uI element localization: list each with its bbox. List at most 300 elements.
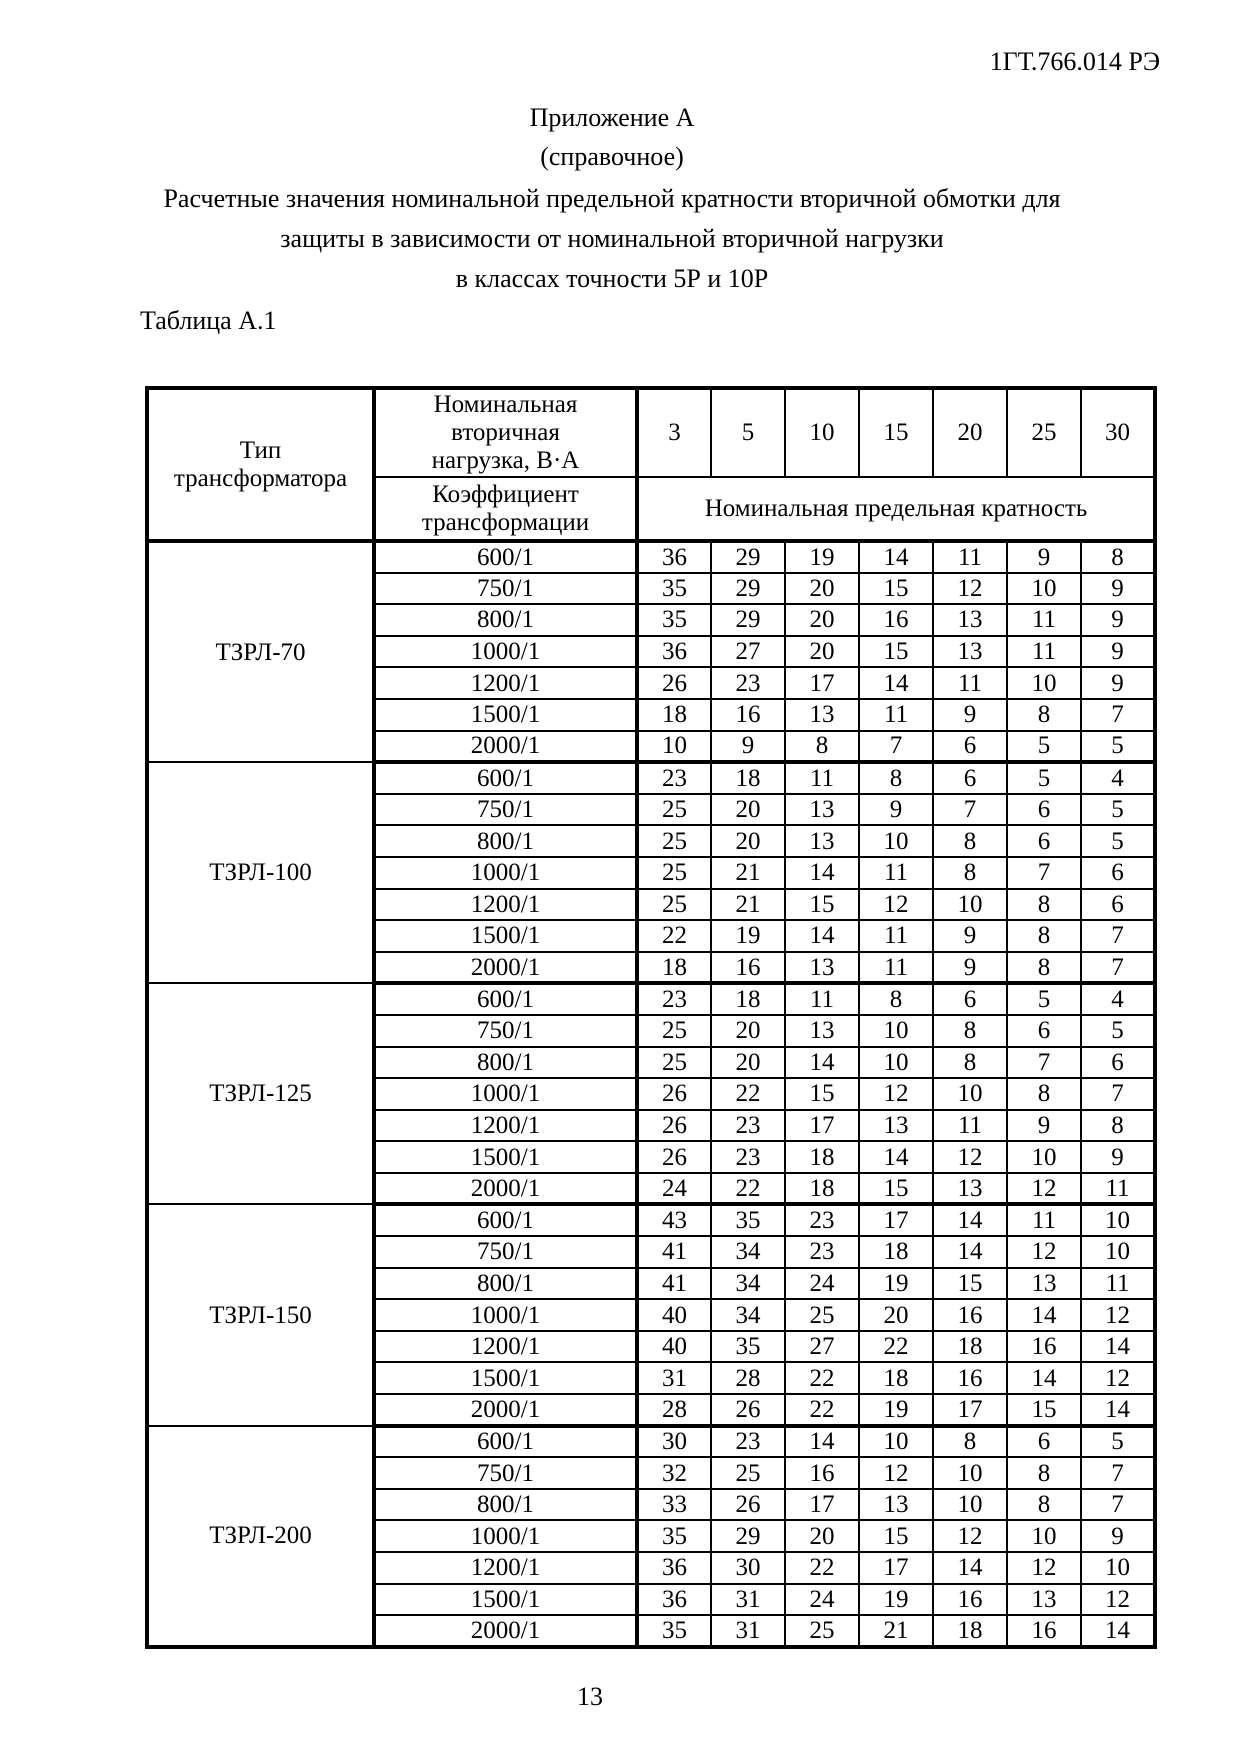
value-cell: 7 [1081, 920, 1155, 952]
data-table [145, 386, 1157, 1649]
value-cell: 7 [1081, 1457, 1155, 1489]
value-cell: 21 [711, 889, 785, 921]
value-cell: 17 [785, 1489, 859, 1521]
value-cell: 19 [859, 1268, 933, 1300]
ratio-cell: 1500/1 [374, 920, 637, 952]
value-cell: 9 [1007, 541, 1081, 573]
load-column-header [374, 388, 637, 477]
table-row [147, 762, 1155, 794]
value-cell: 30 [711, 1552, 785, 1584]
load-value-header: 3 [637, 388, 711, 477]
ratio-cell: 600/1 [374, 1426, 637, 1458]
value-cell: 14 [785, 1047, 859, 1079]
value-cell: 18 [785, 1173, 859, 1205]
value-cell: 11 [933, 1110, 1007, 1142]
value-cell: 12 [859, 1457, 933, 1489]
value-cell: 19 [859, 1584, 933, 1616]
value-cell: 41 [637, 1236, 711, 1268]
value-cell: 34 [711, 1236, 785, 1268]
ratio-cell: 750/1 [374, 1236, 637, 1268]
value-cell: 29 [711, 604, 785, 636]
value-cell: 12 [1007, 1173, 1081, 1205]
value-cell: 4 [1081, 983, 1155, 1015]
ratio-cell: 1200/1 [374, 1110, 637, 1142]
value-cell: 13 [933, 604, 1007, 636]
value-cell: 8 [1007, 889, 1081, 921]
type-column-header [147, 388, 374, 541]
ratio-cell: 1200/1 [374, 1552, 637, 1584]
value-cell: 10 [859, 1015, 933, 1047]
value-cell: 14 [933, 1552, 1007, 1584]
value-cell: 15 [859, 1520, 933, 1552]
value-cell: 12 [1081, 1299, 1155, 1331]
value-cell: 12 [859, 1078, 933, 1110]
value-cell: 9 [1081, 1520, 1155, 1552]
value-cell: 5 [1081, 1015, 1155, 1047]
value-cell: 18 [933, 1615, 1007, 1647]
load-value-header: 10 [785, 388, 859, 477]
ratio-cell: 800/1 [374, 1489, 637, 1521]
value-cell: 5 [1007, 762, 1081, 794]
value-cell: 12 [933, 1520, 1007, 1552]
value-cell: 10 [933, 889, 1007, 921]
value-cell: 12 [933, 573, 1007, 605]
page-number: 13 [577, 1682, 603, 1711]
transformer-type-cell: ТЗРЛ-150 [147, 1204, 374, 1425]
value-cell: 14 [933, 1204, 1007, 1236]
value-cell: 14 [785, 920, 859, 952]
value-cell: 8 [785, 731, 859, 763]
value-cell: 26 [637, 667, 711, 699]
value-cell: 25 [711, 1457, 785, 1489]
ratio-cell: 2000/1 [374, 1394, 637, 1426]
value-cell: 10 [1081, 1552, 1155, 1584]
value-cell: 10 [637, 731, 711, 763]
value-cell: 14 [1081, 1331, 1155, 1363]
ratio-cell: 1200/1 [374, 889, 637, 921]
value-cell: 6 [1081, 857, 1155, 889]
value-cell: 25 [785, 1615, 859, 1647]
ratio-column-header-label: Коэффициент трансформации [421, 480, 590, 536]
value-cell: 8 [859, 983, 933, 1015]
value-cell: 15 [859, 573, 933, 605]
value-cell: 9 [1081, 636, 1155, 668]
value-cell: 6 [1007, 825, 1081, 857]
value-cell: 17 [785, 667, 859, 699]
value-cell: 16 [933, 1299, 1007, 1331]
load-value-header: 20 [933, 388, 1007, 477]
value-cell: 35 [711, 1204, 785, 1236]
ratio-cell: 1000/1 [374, 1299, 637, 1331]
value-cell: 14 [785, 1426, 859, 1458]
value-cell: 7 [1007, 1047, 1081, 1079]
value-cell: 14 [933, 1236, 1007, 1268]
value-cell: 12 [933, 1141, 1007, 1173]
appendix-subtitle: (справочное) [540, 142, 684, 171]
value-cell: 15 [859, 1173, 933, 1205]
ratio-cell: 600/1 [374, 541, 637, 573]
table-row [147, 541, 1155, 573]
value-cell: 36 [637, 1584, 711, 1616]
value-cell: 26 [637, 1078, 711, 1110]
value-cell: 22 [637, 920, 711, 952]
ratio-cell: 1000/1 [374, 857, 637, 889]
value-cell: 20 [785, 604, 859, 636]
value-cell: 20 [859, 1299, 933, 1331]
ratio-cell: 2000/1 [374, 952, 637, 984]
ratio-cell: 750/1 [374, 794, 637, 826]
transformer-type-cell: ТЗРЛ-200 [147, 1426, 374, 1647]
load-value-header: 5 [711, 388, 785, 477]
value-cell: 5 [1007, 731, 1081, 763]
value-cell: 16 [859, 604, 933, 636]
value-cell: 29 [711, 573, 785, 605]
value-cell: 12 [1007, 1552, 1081, 1584]
value-cell: 17 [785, 1110, 859, 1142]
value-cell: 7 [933, 794, 1007, 826]
value-cell: 12 [1081, 1584, 1155, 1616]
value-cell: 14 [785, 857, 859, 889]
ratio-cell: 1500/1 [374, 699, 637, 731]
multiplicity-header: Номинальная предельная кратность [637, 477, 1155, 541]
value-cell: 19 [711, 920, 785, 952]
value-cell: 14 [859, 1141, 933, 1173]
header-row-1 [147, 388, 1155, 477]
value-cell: 6 [933, 762, 1007, 794]
value-cell: 19 [785, 541, 859, 573]
value-cell: 28 [637, 1394, 711, 1426]
value-cell: 24 [785, 1268, 859, 1300]
value-cell: 18 [637, 699, 711, 731]
value-cell: 13 [1007, 1584, 1081, 1616]
value-cell: 12 [1081, 1362, 1155, 1394]
value-cell: 7 [859, 731, 933, 763]
value-cell: 24 [637, 1173, 711, 1205]
value-cell: 5 [1081, 794, 1155, 826]
value-cell: 19 [859, 1394, 933, 1426]
ratio-cell: 750/1 [374, 1457, 637, 1489]
value-cell: 13 [933, 636, 1007, 668]
value-cell: 22 [785, 1552, 859, 1584]
value-cell: 26 [637, 1141, 711, 1173]
ratio-column-header [374, 477, 637, 541]
value-cell: 14 [1081, 1394, 1155, 1426]
value-cell: 10 [1007, 667, 1081, 699]
table-row [147, 983, 1155, 1015]
value-cell: 11 [1007, 604, 1081, 636]
ratio-cell: 750/1 [374, 573, 637, 605]
value-cell: 18 [859, 1236, 933, 1268]
title-line-3: в классах точности 5Р и 10Р [455, 264, 769, 293]
value-cell: 13 [785, 825, 859, 857]
value-cell: 5 [1081, 1426, 1155, 1458]
value-cell: 8 [1007, 1457, 1081, 1489]
value-cell: 5 [1007, 983, 1081, 1015]
ratio-cell: 800/1 [374, 604, 637, 636]
value-cell: 36 [637, 636, 711, 668]
value-cell: 16 [711, 952, 785, 984]
title-line-2: защиты в зависимости от номинальной вторичной нагрузки [280, 224, 944, 253]
value-cell: 18 [637, 952, 711, 984]
value-cell: 6 [1007, 1015, 1081, 1047]
value-cell: 35 [637, 1520, 711, 1552]
value-cell: 10 [1081, 1204, 1155, 1236]
value-cell: 15 [933, 1268, 1007, 1300]
value-cell: 10 [933, 1078, 1007, 1110]
value-cell: 20 [711, 1015, 785, 1047]
value-cell: 22 [711, 1173, 785, 1205]
value-cell: 35 [711, 1331, 785, 1363]
value-cell: 22 [711, 1078, 785, 1110]
value-cell: 10 [859, 1426, 933, 1458]
value-cell: 36 [637, 541, 711, 573]
value-cell: 20 [785, 636, 859, 668]
value-cell: 23 [785, 1236, 859, 1268]
value-cell: 31 [711, 1584, 785, 1616]
ratio-cell: 2000/1 [374, 1615, 637, 1647]
value-cell: 25 [637, 825, 711, 857]
value-cell: 35 [637, 573, 711, 605]
value-cell: 16 [711, 699, 785, 731]
load-column-header-label: Номинальная вторичная нагрузка, В·А [431, 391, 580, 474]
value-cell: 6 [1007, 794, 1081, 826]
value-cell: 25 [637, 889, 711, 921]
value-cell: 35 [637, 604, 711, 636]
value-cell: 7 [1081, 1489, 1155, 1521]
value-cell: 8 [933, 1047, 1007, 1079]
value-cell: 18 [711, 762, 785, 794]
value-cell: 34 [711, 1299, 785, 1331]
value-cell: 9 [1081, 1141, 1155, 1173]
table-row [147, 1204, 1155, 1236]
value-cell: 40 [637, 1299, 711, 1331]
value-cell: 14 [859, 667, 933, 699]
load-value-header: 25 [1007, 388, 1081, 477]
value-cell: 10 [933, 1457, 1007, 1489]
value-cell: 25 [637, 1047, 711, 1079]
value-cell: 25 [637, 857, 711, 889]
value-cell: 13 [785, 1015, 859, 1047]
value-cell: 20 [711, 794, 785, 826]
value-cell: 9 [1007, 1110, 1081, 1142]
value-cell: 43 [637, 1204, 711, 1236]
value-cell: 16 [785, 1457, 859, 1489]
value-cell: 18 [711, 983, 785, 1015]
table-body [147, 541, 1155, 1647]
value-cell: 23 [711, 1141, 785, 1173]
value-cell: 10 [859, 1047, 933, 1079]
value-cell: 11 [933, 667, 1007, 699]
ratio-cell: 750/1 [374, 1015, 637, 1047]
value-cell: 25 [637, 794, 711, 826]
value-cell: 27 [785, 1331, 859, 1363]
value-cell: 8 [933, 825, 1007, 857]
value-cell: 16 [1007, 1615, 1081, 1647]
title-line-1: Расчетные значения номинальной предельной кратности вторичной обмотки для [163, 184, 1061, 213]
value-cell: 8 [1007, 952, 1081, 984]
value-cell: 23 [711, 667, 785, 699]
value-cell: 10 [1007, 1141, 1081, 1173]
transformer-type-cell: ТЗРЛ-125 [147, 983, 374, 1204]
value-cell: 15 [1007, 1394, 1081, 1426]
value-cell: 18 [785, 1141, 859, 1173]
load-value-header: 30 [1081, 388, 1155, 477]
value-cell: 33 [637, 1489, 711, 1521]
load-value-header: 15 [859, 388, 933, 477]
ratio-cell: 2000/1 [374, 1173, 637, 1205]
value-cell: 20 [711, 825, 785, 857]
value-cell: 6 [1081, 889, 1155, 921]
value-cell: 13 [785, 699, 859, 731]
value-cell: 11 [933, 541, 1007, 573]
value-cell: 6 [933, 731, 1007, 763]
ratio-cell: 1500/1 [374, 1584, 637, 1616]
value-cell: 23 [637, 762, 711, 794]
value-cell: 9 [1081, 604, 1155, 636]
value-cell: 8 [1007, 699, 1081, 731]
value-cell: 5 [1081, 731, 1155, 763]
value-cell: 17 [859, 1552, 933, 1584]
table-caption: Таблица А.1 [140, 306, 277, 335]
value-cell: 23 [785, 1204, 859, 1236]
ratio-cell: 1000/1 [374, 1520, 637, 1552]
value-cell: 13 [859, 1110, 933, 1142]
value-cell: 6 [1007, 1426, 1081, 1458]
value-cell: 8 [1007, 1078, 1081, 1110]
ratio-cell: 800/1 [374, 1268, 637, 1300]
value-cell: 13 [859, 1489, 933, 1521]
value-cell: 22 [785, 1362, 859, 1394]
value-cell: 23 [711, 1110, 785, 1142]
value-cell: 10 [1007, 1520, 1081, 1552]
value-cell: 34 [711, 1268, 785, 1300]
value-cell: 15 [785, 889, 859, 921]
value-cell: 10 [933, 1489, 1007, 1521]
value-cell: 29 [711, 1520, 785, 1552]
value-cell: 11 [785, 983, 859, 1015]
value-cell: 26 [711, 1489, 785, 1521]
value-cell: 14 [1007, 1299, 1081, 1331]
value-cell: 8 [1081, 1110, 1155, 1142]
ratio-cell: 600/1 [374, 1204, 637, 1236]
value-cell: 9 [933, 952, 1007, 984]
ratio-cell: 1200/1 [374, 667, 637, 699]
value-cell: 11 [859, 952, 933, 984]
value-cell: 17 [859, 1204, 933, 1236]
value-cell: 13 [785, 794, 859, 826]
value-cell: 6 [1081, 1047, 1155, 1079]
value-cell: 4 [1081, 762, 1155, 794]
type-column-header-label: Тип трансформатора [173, 436, 348, 492]
value-cell: 7 [1007, 857, 1081, 889]
ratio-cell: 2000/1 [374, 731, 637, 763]
value-cell: 26 [711, 1394, 785, 1426]
ratio-cell: 600/1 [374, 983, 637, 1015]
value-cell: 11 [859, 857, 933, 889]
value-cell: 31 [711, 1615, 785, 1647]
value-cell: 11 [785, 762, 859, 794]
value-cell: 15 [859, 636, 933, 668]
value-cell: 21 [859, 1615, 933, 1647]
value-cell: 14 [1081, 1615, 1155, 1647]
table-row [147, 1426, 1155, 1458]
ratio-cell: 1500/1 [374, 1362, 637, 1394]
value-cell: 8 [1081, 541, 1155, 573]
value-cell: 9 [1081, 667, 1155, 699]
value-cell: 25 [637, 1015, 711, 1047]
value-cell: 29 [711, 541, 785, 573]
value-cell: 11 [1081, 1173, 1155, 1205]
value-cell: 28 [711, 1362, 785, 1394]
value-cell: 10 [859, 825, 933, 857]
value-cell: 8 [859, 762, 933, 794]
value-cell: 12 [859, 889, 933, 921]
value-cell: 40 [637, 1331, 711, 1363]
value-cell: 18 [933, 1331, 1007, 1363]
value-cell: 23 [637, 983, 711, 1015]
value-cell: 16 [933, 1362, 1007, 1394]
ratio-cell: 1200/1 [374, 1331, 637, 1363]
value-cell: 10 [1081, 1236, 1155, 1268]
value-cell: 9 [859, 794, 933, 826]
value-cell: 11 [859, 920, 933, 952]
value-cell: 13 [933, 1173, 1007, 1205]
value-cell: 13 [1007, 1268, 1081, 1300]
value-cell: 31 [637, 1362, 711, 1394]
ratio-cell: 1000/1 [374, 636, 637, 668]
value-cell: 41 [637, 1268, 711, 1300]
value-cell: 18 [859, 1362, 933, 1394]
value-cell: 8 [933, 1426, 1007, 1458]
ratio-cell: 800/1 [374, 825, 637, 857]
ratio-cell: 800/1 [374, 1047, 637, 1079]
value-cell: 20 [711, 1047, 785, 1079]
ratio-cell: 600/1 [374, 762, 637, 794]
appendix-title: Приложение А [529, 103, 695, 132]
value-cell: 20 [785, 1520, 859, 1552]
value-cell: 16 [1007, 1331, 1081, 1363]
transformer-type-cell: ТЗРЛ-100 [147, 762, 374, 983]
value-cell: 14 [1007, 1362, 1081, 1394]
value-cell: 15 [785, 1078, 859, 1110]
value-cell: 26 [637, 1110, 711, 1142]
doc-code: 1ГТ.766.014 РЭ [989, 47, 1160, 76]
value-cell: 9 [933, 920, 1007, 952]
value-cell: 36 [637, 1552, 711, 1584]
ratio-cell: 1000/1 [374, 1078, 637, 1110]
value-cell: 11 [1007, 1204, 1081, 1236]
value-cell: 30 [637, 1426, 711, 1458]
value-cell: 23 [711, 1426, 785, 1458]
value-cell: 20 [785, 573, 859, 605]
value-cell: 7 [1081, 1078, 1155, 1110]
value-cell: 11 [1007, 636, 1081, 668]
value-cell: 8 [933, 1015, 1007, 1047]
value-cell: 8 [1007, 1489, 1081, 1521]
value-cell: 12 [1007, 1236, 1081, 1268]
value-cell: 8 [1007, 920, 1081, 952]
value-cell: 32 [637, 1457, 711, 1489]
value-cell: 7 [1081, 699, 1155, 731]
value-cell: 22 [859, 1331, 933, 1363]
value-cell: 13 [785, 952, 859, 984]
value-cell: 22 [785, 1394, 859, 1426]
value-cell: 7 [1081, 952, 1155, 984]
value-cell: 35 [637, 1615, 711, 1647]
value-cell: 24 [785, 1584, 859, 1616]
value-cell: 14 [859, 541, 933, 573]
value-cell: 9 [933, 699, 1007, 731]
